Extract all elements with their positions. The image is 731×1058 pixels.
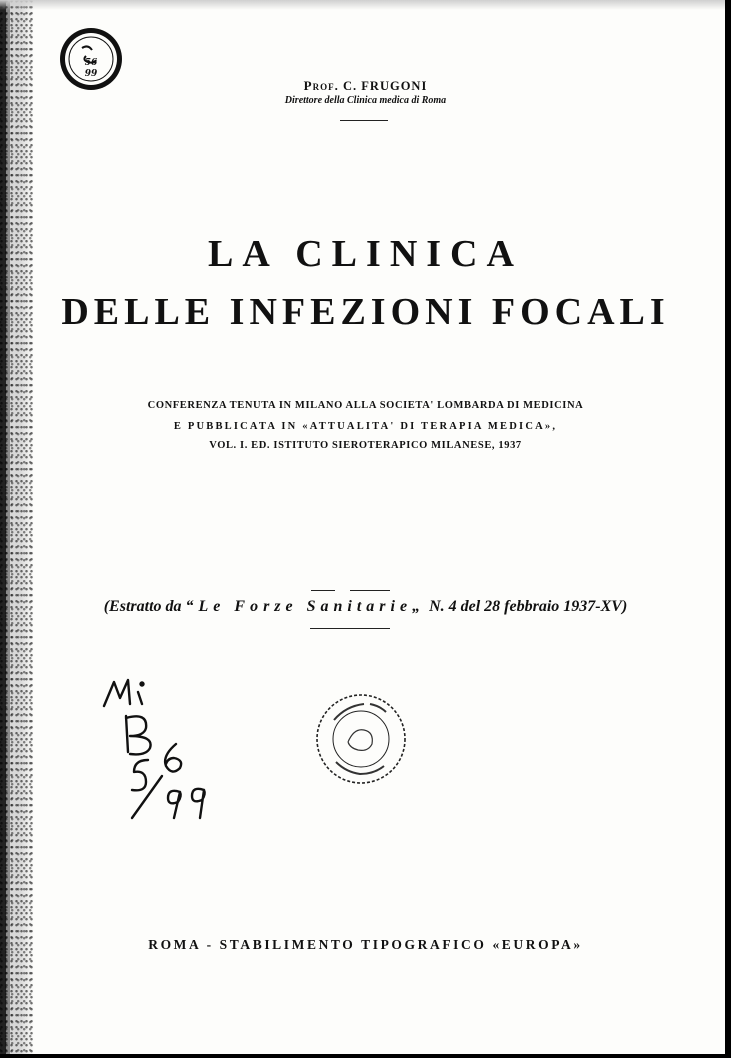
extract-note-open: (Estratto da: [103, 598, 186, 615]
scan-bottom-edge: [0, 1054, 731, 1058]
divider-rule: [310, 628, 390, 629]
extract-note-rest: N. 4 del 28 febbraio 1937-XV): [425, 598, 628, 615]
conference-note-line-2: E PUBBLICATA IN «ATTUALITA' DI TERAPIA MEDICA»,: [173, 421, 558, 432]
author-affiliation: Direttore della Clinica medica di Roma: [284, 95, 447, 106]
author-line: [0, 78, 731, 94]
author-prefix: Prof.: [303, 78, 339, 93]
title-line-1: LA CLINICA: [208, 233, 523, 275]
svg-text:56: 56: [84, 58, 98, 68]
publisher-line: ROMA - STABILIMENTO TIPOGRAFICO «EUROPA»: [148, 937, 583, 952]
author-name: C. FRUGONI: [343, 79, 428, 93]
scan-right-edge: [725, 0, 731, 1058]
divider-rule: [340, 120, 388, 121]
extract-note: [0, 598, 731, 616]
divider-rule: [350, 590, 390, 591]
conference-note-line-3: VOL. I. ED. ISTITUTO SIEROTERAPICO MILANESE, 1937: [209, 440, 522, 451]
conference-note-line-1: CONFERENZA TENUTA IN MILANO ALLA SOCIETA' LOMBARDA DI MEDICINA: [147, 400, 584, 411]
title-line-2: DELLE INFEZIONI FOCALI: [61, 291, 670, 333]
extract-note-journal: “Le Forze Sanitarie„: [185, 598, 426, 615]
handwritten-shelf-mark: [92, 668, 232, 828]
svg-text:99: 99: [84, 69, 98, 79]
scan-top-edge: [0, 0, 731, 10]
divider-rule: [311, 590, 335, 591]
library-round-stamp: [312, 690, 410, 788]
scan-left-edge: [0, 0, 34, 1058]
